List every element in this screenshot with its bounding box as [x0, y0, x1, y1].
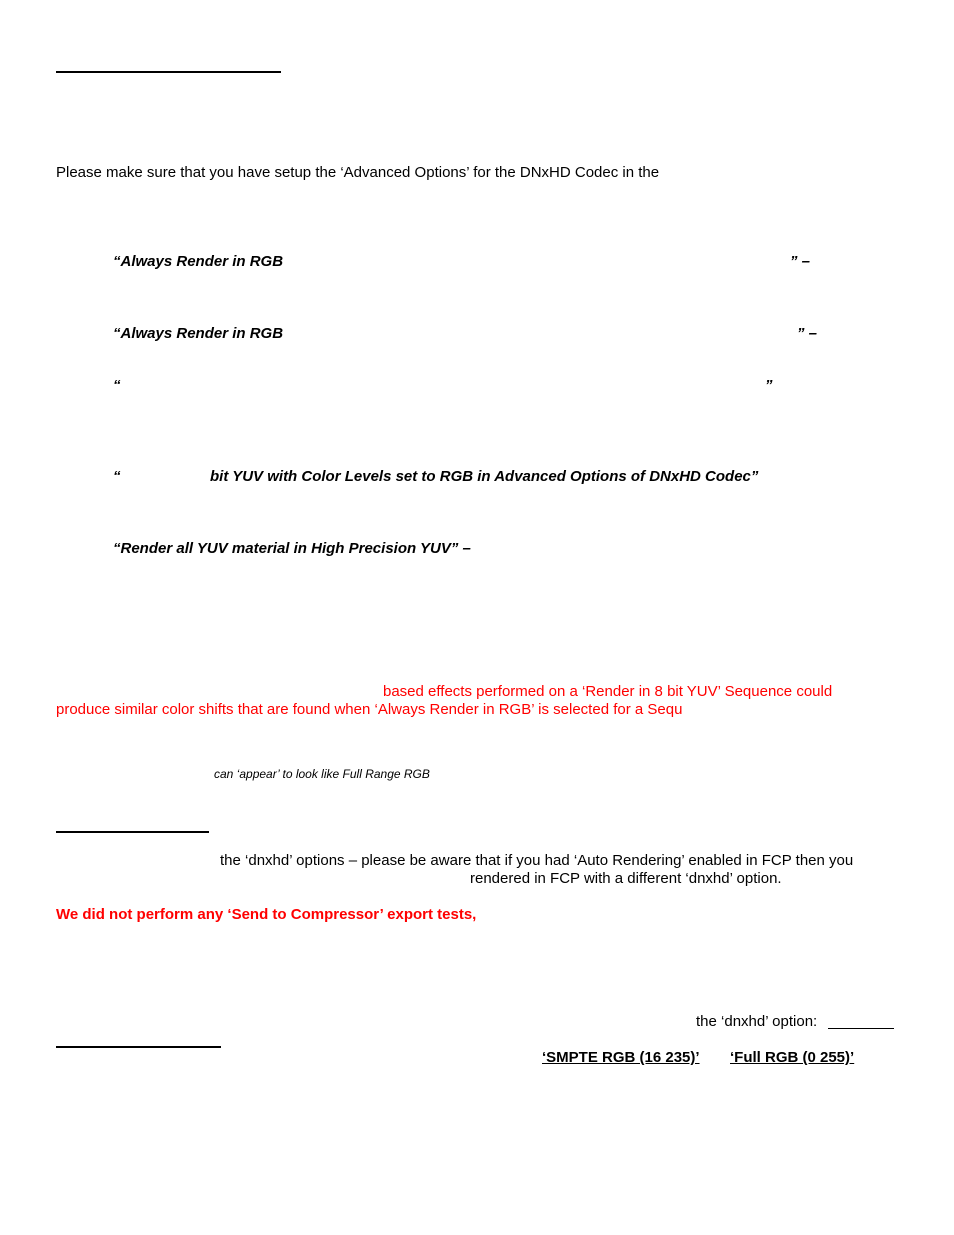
- option-always-rgb-1-end: ” –: [790, 253, 811, 270]
- full-range-note: can ‘appear’ to look like Full Range RGB: [214, 767, 430, 781]
- smpte-rgb-option: ‘SMPTE RGB (16 235)’: [542, 1049, 700, 1066]
- option-always-rgb-2-end: ” –: [797, 325, 818, 342]
- warning-line-2: produce similar color shifts that are found when ‘Always Render in RGB’ is selected for a Sequ: [56, 701, 683, 718]
- heading-underline-3: [56, 1046, 221, 1048]
- heading-underline-2: [56, 831, 209, 833]
- option-always-rgb-2: “Always Render in RGB: [113, 325, 284, 342]
- option-3-close-quote: ”: [765, 377, 773, 394]
- dnxhd-option-blank: [828, 1028, 894, 1029]
- dnxhd-option-label: the ‘dnxhd’ option:: [696, 1013, 818, 1030]
- option-always-rgb-1: “Always Render in RGB: [113, 253, 284, 270]
- option-high-precision-yuv: “Render all YUV material in High Precision YUV” –: [113, 540, 471, 557]
- warning-line-1: based effects performed on a ‘Render in 8 bit YUV’ Sequence could: [383, 683, 833, 700]
- option-4-open-quote: “: [113, 468, 121, 485]
- compressor-warning: We did not perform any ‘Send to Compressor’ export tests,: [56, 906, 477, 923]
- section2-line-1: the ‘dnxhd’ options – please be aware that if you had ‘Auto Rendering’ enabled in FCP then you: [220, 852, 854, 869]
- option-yuv-color-levels: bit YUV with Color Levels set to RGB in Advanced Options of DNxHD Codec”: [210, 468, 759, 485]
- heading-underline-1: [56, 71, 281, 73]
- section2-line-2: rendered in FCP with a different ‘dnxhd’ option.: [470, 870, 782, 887]
- full-rgb-option: ‘Full RGB (0 255)’: [730, 1049, 855, 1066]
- option-3-open-quote: “: [113, 377, 121, 394]
- intro-text: Please make sure that you have setup the ‘Advanced Options’ for the DNxHD Codec in the: [56, 164, 660, 181]
